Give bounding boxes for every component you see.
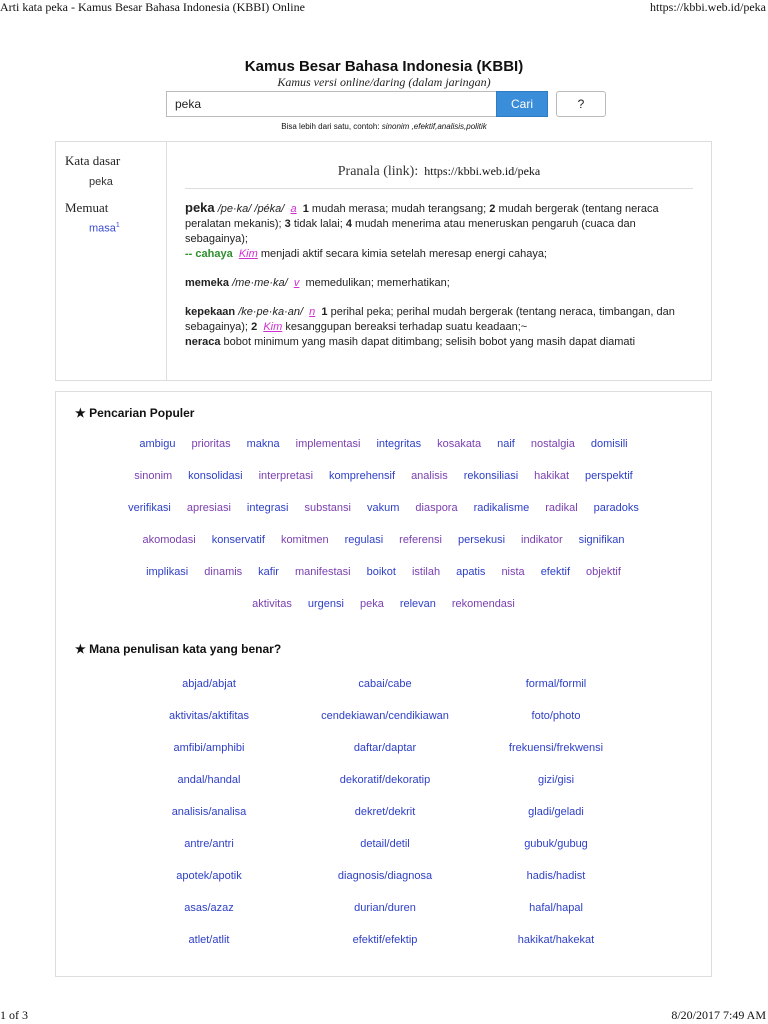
spelling-link[interactable]: detail/detil bbox=[360, 838, 410, 850]
sense-text: mudah menerima atau meneruskan pengaruh (cuaca dan sebagainya); bbox=[185, 218, 636, 245]
popular-word-link[interactable]: rekomendasi bbox=[451, 598, 515, 610]
popular-word-link[interactable]: hakikat bbox=[534, 470, 570, 482]
popular-word-link[interactable]: implikasi bbox=[146, 566, 189, 578]
popular-row bbox=[56, 470, 711, 482]
word-class-tag[interactable]: a bbox=[290, 203, 297, 215]
sense-text: mudah bergerak (tentang neraca peralatan mekanis); bbox=[185, 203, 659, 230]
headword: memeka bbox=[185, 277, 230, 289]
spelling-link[interactable]: formal/formil bbox=[525, 678, 587, 690]
search-hint-example: sinonim ,efektif,analisis,politik bbox=[381, 122, 487, 131]
spelling-link[interactable]: frekuensi/frekwensi bbox=[508, 742, 604, 754]
permalink-label: Pranala (link): bbox=[337, 164, 419, 179]
spelling-link[interactable]: apotek/apotik bbox=[176, 870, 242, 882]
contains-label: Memuat bbox=[65, 200, 109, 215]
popular-word-link[interactable]: sinonim bbox=[134, 470, 173, 482]
popular-word-link[interactable]: persekusi bbox=[457, 534, 506, 546]
help-button[interactable]: ? bbox=[556, 91, 606, 117]
spelling-link[interactable]: abjad/abjat bbox=[182, 678, 236, 690]
spelling-link[interactable]: atlet/atlit bbox=[188, 934, 230, 946]
search-input[interactable] bbox=[166, 91, 496, 117]
spelling-link[interactable]: daftar/daptar bbox=[353, 742, 417, 754]
entry-panel bbox=[55, 141, 712, 381]
popular-word-link[interactable]: naif bbox=[497, 438, 515, 450]
definition-peka bbox=[185, 200, 695, 262]
popular-word-link[interactable]: konsolidasi bbox=[188, 470, 243, 482]
popular-word-link[interactable]: objektif bbox=[586, 566, 621, 578]
print-footer bbox=[0, 1008, 768, 1024]
popular-word-link[interactable]: implementasi bbox=[295, 438, 361, 450]
sense-number: 1 bbox=[302, 203, 309, 215]
spelling-link[interactable]: efektif/efektip bbox=[352, 934, 418, 946]
popular-word-link[interactable]: aktivitas bbox=[252, 598, 292, 610]
subentry-prefix: -- bbox=[185, 248, 196, 260]
popular-word-link[interactable]: signifikan bbox=[578, 534, 625, 546]
print-timestamp: 8/20/2017 7:49 AM bbox=[671, 1008, 766, 1022]
popular-word-link[interactable]: regulasi bbox=[344, 534, 384, 546]
subentry-headword: neraca bbox=[185, 336, 221, 348]
word-class-tag[interactable]: n bbox=[309, 306, 316, 318]
popular-word-link[interactable]: radikalisme bbox=[473, 502, 530, 514]
popular-word-link[interactable]: komprehensif bbox=[329, 470, 396, 482]
popular-word-link[interactable]: konservatif bbox=[211, 534, 265, 546]
entry-sidebar bbox=[56, 142, 167, 380]
popular-word-link[interactable]: kosakata bbox=[437, 438, 482, 450]
site-title: Kamus Besar Bahasa Indonesia (KBBI) bbox=[244, 58, 524, 75]
print-url: https://kbbi.web.id/peka bbox=[650, 0, 766, 14]
subentry-text: menjadi aktif secara kimia setelah meresap energi cahaya; bbox=[260, 248, 547, 260]
popular-word-link[interactable]: kafir bbox=[258, 566, 279, 578]
pronunciation: /pe·ka/ /péka/ bbox=[217, 203, 285, 215]
popular-word-link[interactable]: domisili bbox=[590, 438, 628, 450]
popular-row bbox=[56, 566, 711, 578]
popular-word-link[interactable]: apresiasi bbox=[186, 502, 231, 514]
subentry-headword: cahaya bbox=[195, 248, 233, 260]
popular-word-link[interactable]: relevan bbox=[399, 598, 436, 610]
definition-memeka bbox=[185, 276, 695, 291]
search-hint-prefix: Bisa lebih dari satu, contoh: bbox=[281, 122, 382, 131]
spelling-link[interactable]: gubuk/gubug bbox=[524, 838, 588, 850]
spelling-link[interactable]: diagnosis/diagnosa bbox=[337, 870, 433, 882]
spelling-link[interactable]: hadis/hadist bbox=[526, 870, 586, 882]
spelling-link[interactable]: cendekiawan/cendikiawan bbox=[321, 710, 449, 722]
popular-word-link[interactable]: integritas bbox=[376, 438, 422, 450]
popular-word-link[interactable]: vakum bbox=[366, 502, 400, 514]
sense-text: kesanggupan bereaksi terhadap suatu keadaan;~ bbox=[285, 321, 528, 333]
spelling-link[interactable]: dekoratif/dekoratip bbox=[339, 774, 431, 786]
spelling-column-3 bbox=[446, 676, 666, 964]
search-button[interactable]: Cari bbox=[496, 91, 548, 117]
site-subtitle: Kamus versi online/daring (dalam jaringan) bbox=[277, 75, 491, 89]
print-page-title: Arti kata peka - Kamus Besar Bahasa Indonesia (KBBI) Online bbox=[0, 0, 305, 14]
headword: peka bbox=[185, 200, 215, 215]
popular-word-link[interactable]: akomodasi bbox=[142, 534, 196, 546]
sense-number: 4 bbox=[345, 218, 352, 230]
sense-number: 3 bbox=[284, 218, 291, 230]
popular-word-link[interactable]: peka bbox=[359, 598, 384, 610]
pronunciation: /ke·pe·ka·an/ bbox=[238, 306, 304, 318]
popular-word-link[interactable]: analisis bbox=[411, 470, 448, 482]
sense-text: mudah merasa; mudah terangsang; bbox=[311, 203, 487, 215]
popular-word-link[interactable]: prioritas bbox=[191, 438, 231, 450]
base-word-label: Kata dasar bbox=[65, 153, 121, 168]
popular-word-link[interactable]: nostalgia bbox=[530, 438, 575, 450]
permalink-url[interactable]: https://kbbi.web.id/peka bbox=[424, 164, 541, 178]
spelling-link[interactable]: amfibi/amphibi bbox=[173, 742, 245, 754]
contains-link-sup: 1 bbox=[115, 222, 120, 229]
spelling-link[interactable]: hakikat/hakekat bbox=[517, 934, 595, 946]
sense-number: 2 bbox=[489, 203, 496, 215]
spelling-link[interactable]: cabai/cabe bbox=[358, 678, 412, 690]
popular-word-link[interactable]: efektif bbox=[540, 566, 571, 578]
popular-word-link[interactable]: interpretasi bbox=[258, 470, 314, 482]
definition-kepekaan bbox=[185, 305, 695, 350]
subentry-text: bobot minimum yang masih dapat ditimbang; selisih bobot yang masih dapat diamati bbox=[223, 336, 636, 348]
print-header bbox=[0, 0, 768, 14]
domain-tag[interactable]: Kim bbox=[238, 248, 258, 260]
popular-word-link[interactable]: radikal bbox=[545, 502, 578, 514]
popular-word-link[interactable]: diaspora bbox=[415, 502, 458, 514]
domain-tag[interactable]: Kim bbox=[263, 321, 283, 333]
sense-number: 1 bbox=[321, 306, 328, 318]
popular-word-link[interactable]: integrasi bbox=[246, 502, 289, 514]
popular-panel bbox=[55, 391, 712, 977]
popular-word-link[interactable]: boikot bbox=[366, 566, 396, 578]
sense-text: tidak lalai; bbox=[293, 218, 343, 230]
contains-link[interactable] bbox=[89, 222, 120, 235]
pronunciation: /me·me·ka/ bbox=[232, 277, 288, 289]
popular-word-link[interactable]: verifikasi bbox=[128, 502, 171, 514]
popular-row bbox=[56, 438, 711, 450]
entry-content bbox=[167, 142, 711, 380]
divider bbox=[185, 188, 693, 189]
spelling-title: ★ Mana penulisan kata yang benar? bbox=[75, 642, 282, 656]
headword: kepekaan bbox=[185, 306, 236, 318]
spelling-link[interactable]: gladi/geladi bbox=[528, 806, 584, 818]
contains-link-text[interactable]: masa bbox=[89, 222, 116, 235]
popular-word-link[interactable]: referensi bbox=[399, 534, 442, 546]
popular-word-link[interactable]: indikator bbox=[521, 534, 563, 546]
spelling-link[interactable]: durian/duren bbox=[354, 902, 416, 914]
popular-word-link[interactable]: ambigu bbox=[139, 438, 176, 450]
popular-word-link[interactable]: dinamis bbox=[204, 566, 243, 578]
popular-row bbox=[56, 598, 711, 610]
print-page-count: 1 of 3 bbox=[0, 1008, 28, 1022]
definitions bbox=[185, 200, 695, 364]
popular-word-link[interactable]: paradoks bbox=[593, 502, 639, 514]
spelling-link[interactable]: analisis/analisa bbox=[171, 806, 247, 818]
spelling-link[interactable]: aktivitas/aktifitas bbox=[168, 710, 250, 722]
popular-word-link[interactable]: apatis bbox=[456, 566, 486, 578]
popular-word-link[interactable]: manifestasi bbox=[294, 566, 351, 578]
popular-word-link[interactable]: substansi bbox=[304, 502, 351, 514]
spelling-link[interactable]: asas/azaz bbox=[184, 902, 234, 914]
sense-text: memedulikan; memerhatikan; bbox=[305, 277, 450, 289]
permalink bbox=[167, 164, 711, 180]
popular-row bbox=[56, 502, 711, 514]
popular-word-link[interactable]: istilah bbox=[411, 566, 441, 578]
spelling-link[interactable]: andal/handal bbox=[177, 774, 241, 786]
popular-word-link[interactable]: komitmen bbox=[280, 534, 329, 546]
spelling-link[interactable]: antre/antri bbox=[184, 838, 234, 850]
search-hint bbox=[0, 122, 768, 131]
popular-word-link[interactable]: makna bbox=[246, 438, 280, 450]
spelling-link[interactable]: hafal/hapal bbox=[529, 902, 583, 914]
spelling-link[interactable]: foto/photo bbox=[531, 710, 581, 722]
popular-word-link[interactable]: perspektif bbox=[585, 470, 633, 482]
popular-searches-title: ★ Pencarian Populer bbox=[75, 406, 195, 420]
spelling-link[interactable]: dekret/dekrit bbox=[354, 806, 416, 818]
popular-word-link[interactable]: urgensi bbox=[307, 598, 344, 610]
spelling-link[interactable]: gizi/gisi bbox=[537, 774, 575, 786]
popular-word-link[interactable]: nista bbox=[501, 566, 525, 578]
sense-number: 2 bbox=[251, 321, 258, 333]
sense-text: perihal peka; perihal mudah bergerak (tentang neraca, timbangan, dan sebagainya); bbox=[185, 306, 675, 333]
word-class-tag[interactable]: v bbox=[293, 277, 300, 289]
base-word-value: peka bbox=[89, 176, 113, 188]
popular-word-link[interactable]: rekonsiliasi bbox=[463, 470, 519, 482]
popular-row bbox=[56, 534, 711, 546]
